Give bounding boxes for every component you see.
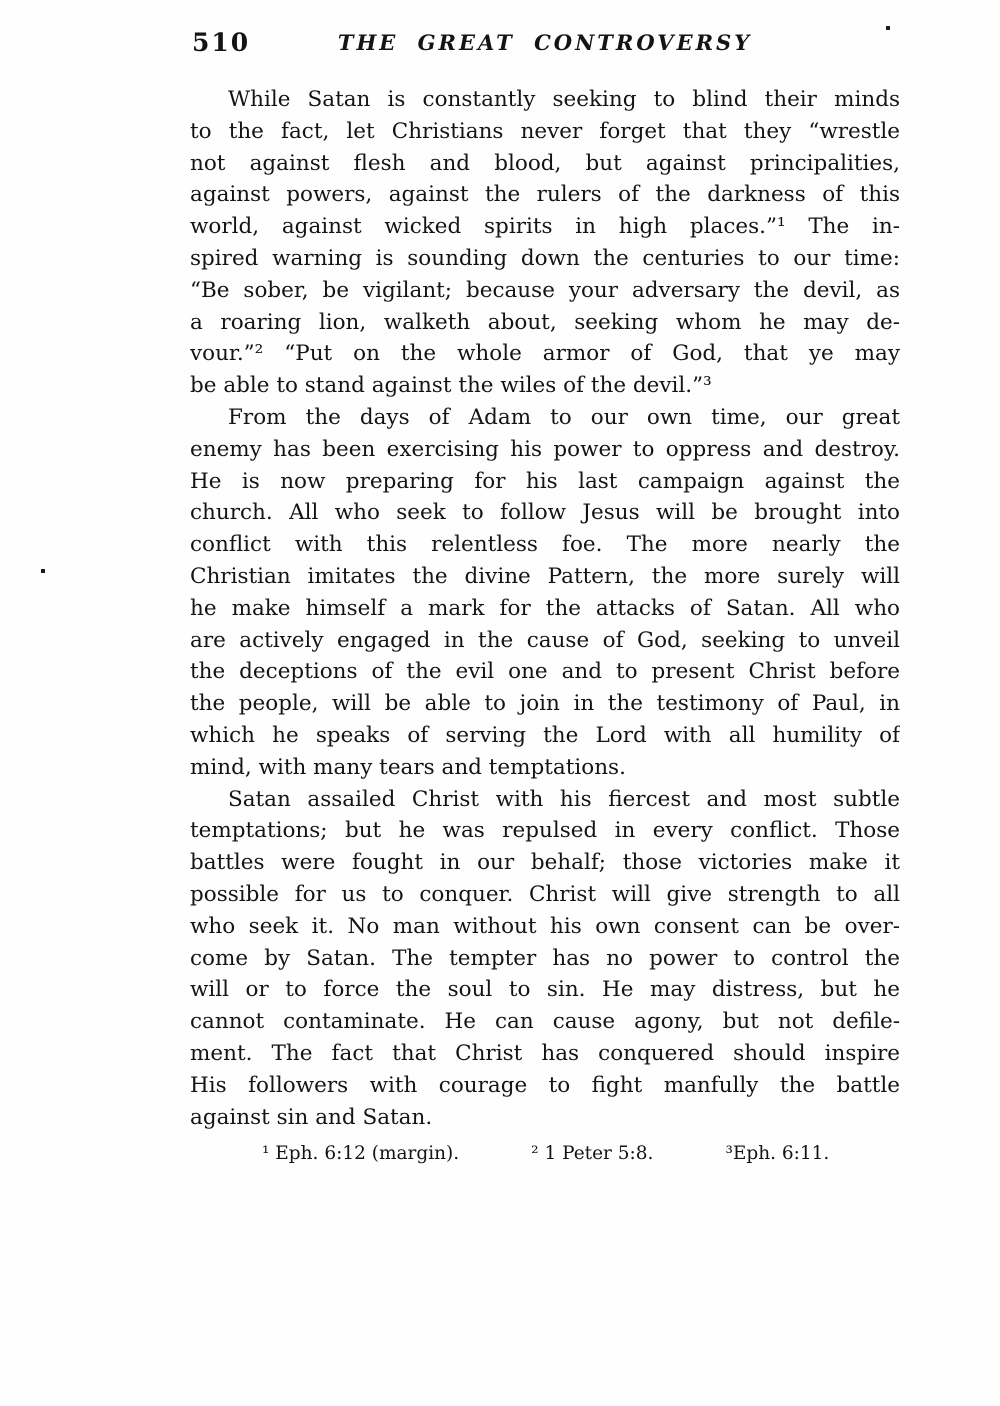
footnote-3: ³Eph. 6:11. bbox=[725, 1143, 830, 1165]
page-number: 510 bbox=[192, 28, 251, 57]
text-line: a roaring lion, walketh about, seeking whom he may de- bbox=[190, 309, 900, 335]
footnote-1: ¹ Eph. 6:12 (margin). bbox=[262, 1143, 460, 1165]
text-line: vour.”² “Put on the whole armor of God, that ye may bbox=[190, 341, 900, 367]
running-title: THE GREAT CONTROVERSY bbox=[337, 30, 753, 55]
text-line: are actively engaged in the cause of God, seeking to unveil bbox=[190, 627, 900, 653]
text-line: conflict with this relentless foe. The more nearly the bbox=[190, 532, 900, 558]
text-line: the people, will be able to join in the testimony of Paul, in bbox=[190, 691, 900, 717]
text-line: church. All who seek to follow Jesus will be brought into bbox=[190, 500, 900, 526]
text-line: battles were fought in our behalf; those victories make it bbox=[190, 850, 900, 876]
text-line: cannot contaminate. He can cause agony, but not defile- bbox=[190, 1009, 900, 1035]
text-line: Christian imitates the divine Pattern, the more surely will bbox=[190, 563, 900, 589]
text-line: the deceptions of the evil one and to present Christ before bbox=[190, 659, 900, 685]
text-line: against sin and Satan. bbox=[190, 1104, 433, 1130]
text-line: He is now preparing for his last campaign against the bbox=[190, 468, 900, 494]
text-line: Satan assailed Christ with his fiercest and most subtle bbox=[228, 786, 900, 812]
text-line: against powers, against the rulers of the darkness of this bbox=[190, 182, 900, 208]
page-header bbox=[190, 26, 900, 68]
text-line: From the days of Adam to our own time, our great bbox=[228, 404, 900, 430]
scan-speck bbox=[886, 26, 890, 30]
text-line: temptations; but he was repulsed in every conflict. Those bbox=[190, 818, 900, 844]
scan-speck bbox=[41, 569, 45, 573]
text-line: While Satan is constantly seeking to blind their minds bbox=[228, 87, 900, 112]
text-line: His followers with courage to fight manfully the battle bbox=[190, 1072, 900, 1098]
text-line: mind, with many tears and temptations. bbox=[190, 754, 626, 780]
text-line: not against flesh and blood, but against principalities, bbox=[190, 150, 900, 176]
text-line: who seek it. No man without his own consent can be over- bbox=[190, 913, 900, 939]
text-line: “Be sober, be vigilant; because your adversary the devil, as bbox=[190, 277, 900, 303]
text-line: to the fact, let Christians never forget that they “wrestle bbox=[190, 118, 900, 144]
text-line: possible for us to conquer. Christ will give strength to all bbox=[190, 881, 900, 907]
text-line: which he speaks of serving the Lord with all humility of bbox=[190, 722, 900, 748]
text-line: will or to force the soul to sin. He may distress, but he bbox=[190, 977, 900, 1003]
text-line: spired warning is sounding down the centuries to our time: bbox=[190, 245, 900, 271]
text-line: be able to stand against the wiles of the devil.”³ bbox=[190, 373, 712, 399]
text-line: world, against wicked spirits in high places.”¹ The in- bbox=[190, 214, 900, 240]
text-line: he make himself a mark for the attacks of Satan. All who bbox=[190, 595, 900, 621]
text-line: come by Satan. The tempter has no power to control the bbox=[190, 945, 900, 971]
footnotes bbox=[190, 1141, 900, 1167]
body-text bbox=[190, 84, 900, 1133]
text-line: enemy has been exercising his power to oppress and destroy. bbox=[190, 436, 900, 462]
text-line: ment. The fact that Christ has conquered should inspire bbox=[190, 1040, 900, 1066]
footnote-2: ² 1 Peter 5:8. bbox=[531, 1143, 654, 1165]
